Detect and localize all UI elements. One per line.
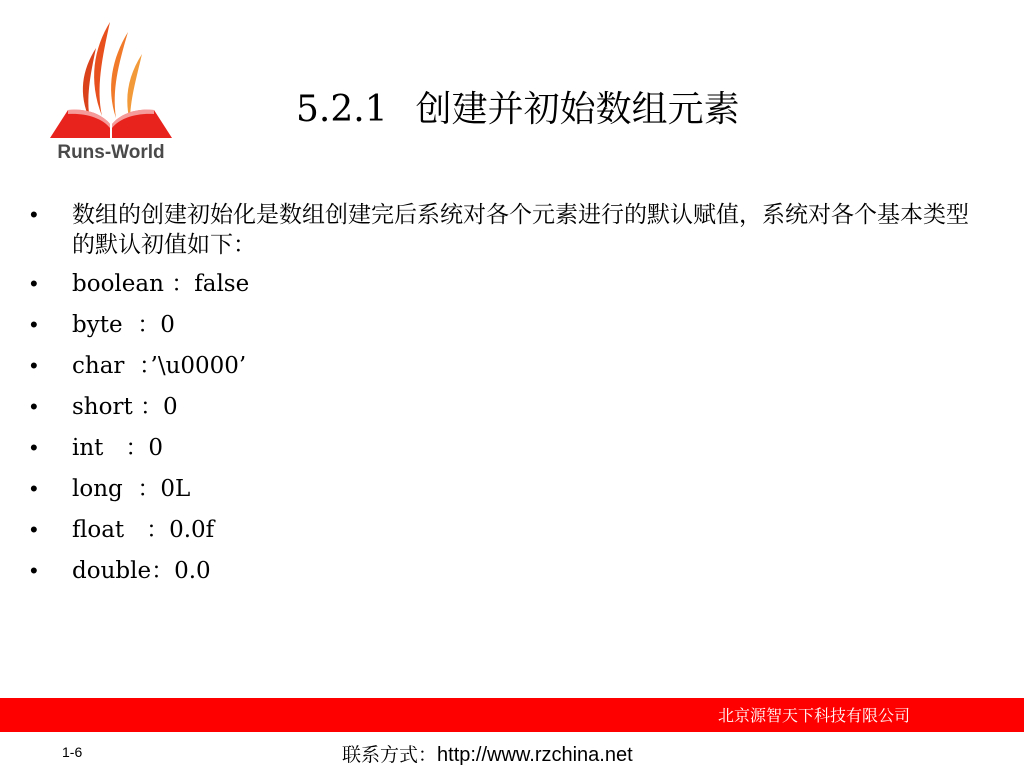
title-text: 创建并初始数组元素	[415, 89, 740, 130]
list-item	[30, 351, 990, 381]
bullet-text: float ：0.0f	[72, 517, 215, 543]
contact-info	[342, 740, 633, 767]
bullet-text: int ：0	[72, 435, 163, 461]
company-name: 北京源智天下科技有限公司	[717, 706, 910, 725]
bullet-icon: •	[30, 353, 38, 378]
list-item	[30, 515, 990, 545]
bullet-icon: •	[30, 435, 38, 460]
bullet-icon: •	[30, 271, 38, 296]
list-item	[30, 200, 990, 260]
list-item	[30, 474, 990, 504]
runs-world-logo	[46, 18, 176, 166]
bullet-icon: •	[30, 476, 38, 501]
bullet-text: boolean ：false	[72, 271, 250, 297]
bullet-icon: •	[30, 312, 38, 337]
page-number: 1-6	[62, 744, 83, 760]
list-item	[30, 310, 990, 340]
bullet-icon: •	[30, 517, 38, 542]
list-item	[30, 269, 990, 299]
bullet-text: char ：’\u0000’	[72, 353, 247, 379]
list-item	[30, 392, 990, 422]
bullet-icon: •	[30, 558, 38, 583]
bullet-list	[30, 200, 990, 597]
logo-text: Runs-World	[57, 142, 165, 163]
bullet-text: long ：0L	[72, 476, 191, 502]
section-number: 5.2.1	[296, 89, 388, 130]
slide-title	[296, 88, 740, 132]
flame-book-icon	[46, 18, 176, 142]
contact-label: 联系方式：	[342, 744, 438, 766]
list-item	[30, 556, 990, 586]
bullet-text: double：0.0	[72, 558, 211, 584]
bullet-text: 数组的创建初始化是数组创建完后系统对各个元素进行的默认赋值，系统对各个基本类型的默认初值如下：	[72, 202, 969, 258]
bullet-text: byte ：0	[72, 312, 175, 338]
bullet-icon: •	[30, 202, 38, 227]
contact-url: http://www.rzchina.net	[437, 744, 633, 766]
bullet-icon: •	[30, 394, 38, 419]
footer-bar	[0, 698, 1024, 732]
list-item	[30, 433, 990, 463]
bullet-text: short ：0	[72, 394, 178, 420]
